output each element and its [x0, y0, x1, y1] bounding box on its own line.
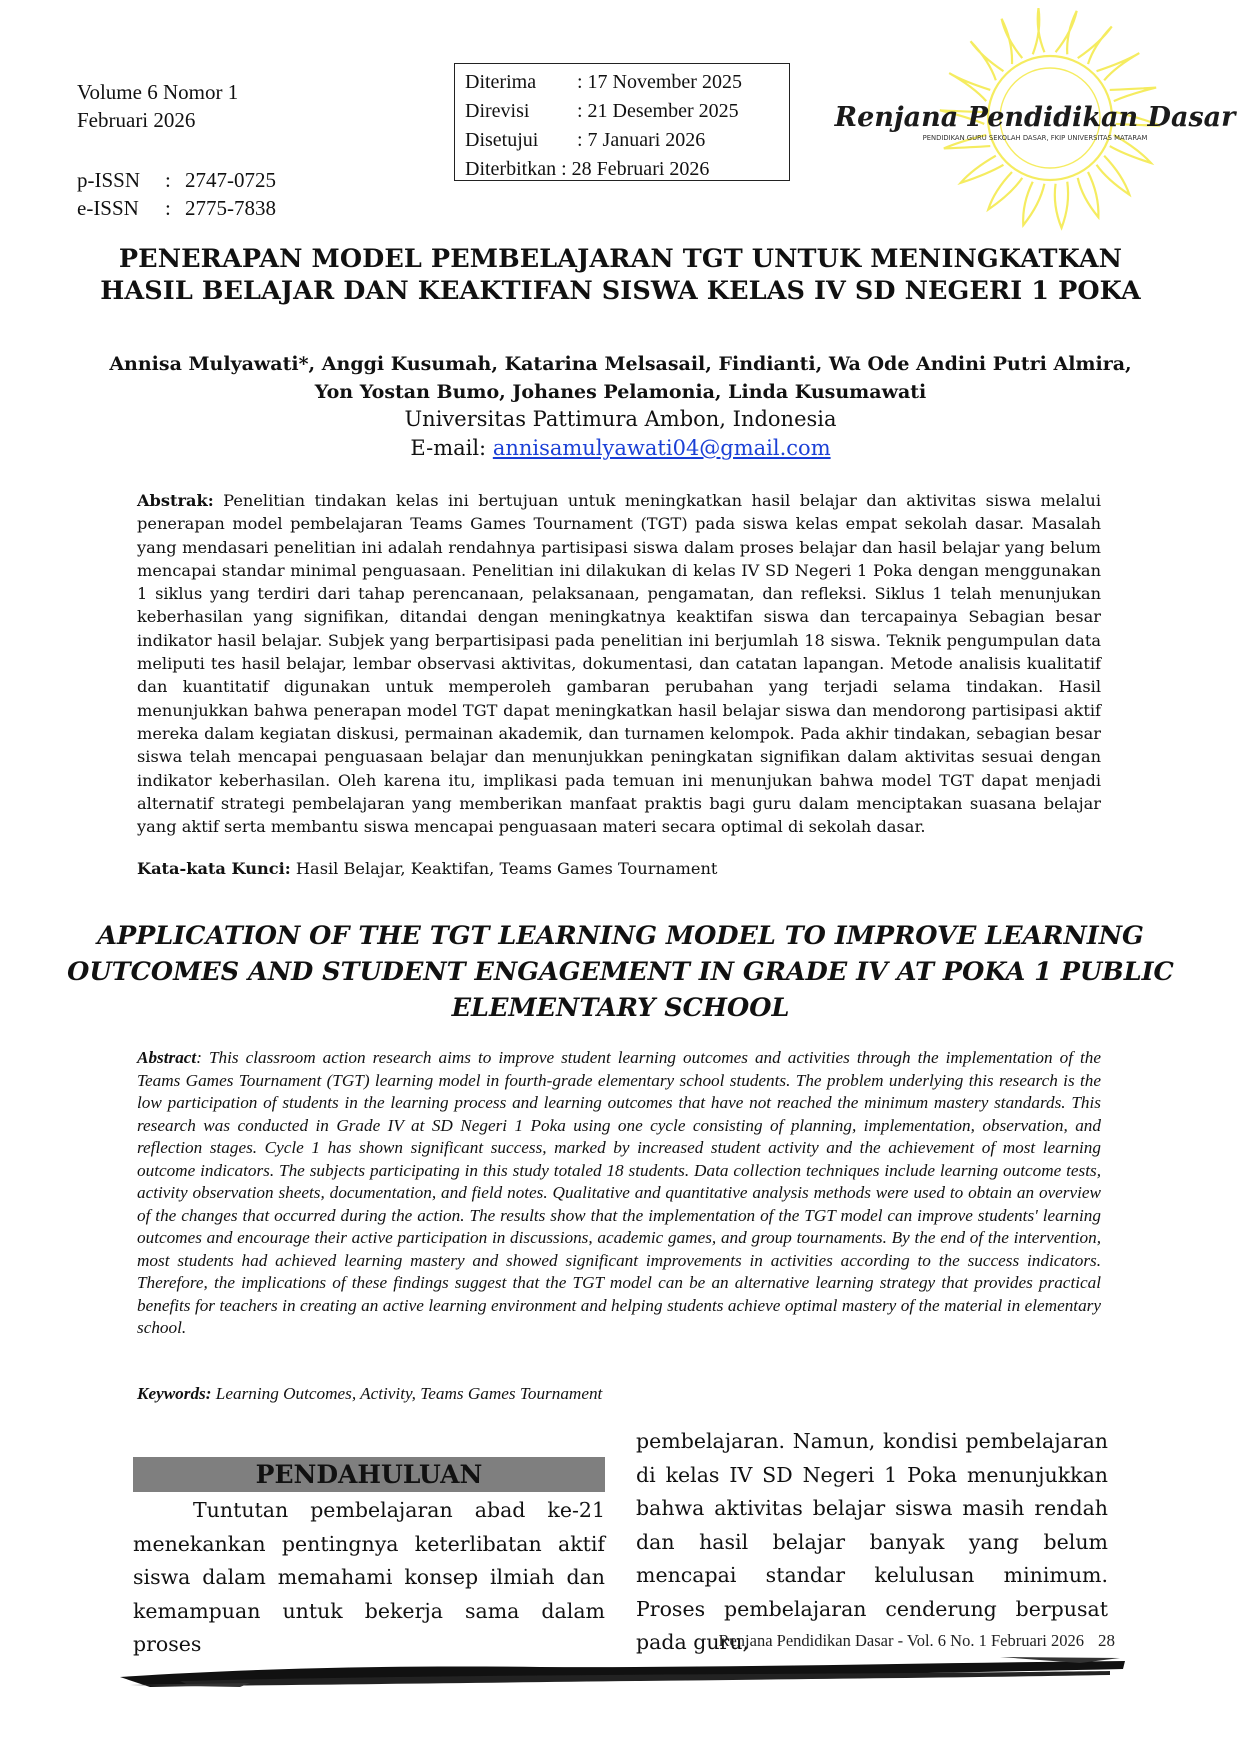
sun-ray — [1002, 19, 1023, 64]
abstract-label-id: Abstrak: — [137, 491, 214, 510]
journal-logo — [834, 6, 1236, 231]
page-footer — [718, 1630, 1115, 1652]
section-heading-introduction: PENDAHULUAN — [133, 1457, 605, 1492]
sun-ray — [1056, 11, 1077, 54]
sun-ray — [1023, 182, 1044, 225]
article-title-id: PENERAPAN MODEL PEMBELAJARAN TGT UNTUK MENINGKATKAN HASIL BELAJAR DAN KEAKTIFAN SISWA KELAS IV SD NEGERI 1 POKA — [100, 244, 1141, 306]
date-published: Diterbitkan : 28 Februari 2026 — [465, 158, 710, 180]
issue-month: Februari 2026 — [77, 108, 196, 132]
date-received: Diterima : 17 November 2025 — [465, 71, 742, 93]
abstract-english — [137, 1047, 1101, 1340]
logo-title: Renjana Pendidikan Dasar — [834, 102, 1236, 133]
sun-ray — [949, 73, 990, 101]
publication-dates-box — [454, 63, 790, 181]
issn-electronic: e-ISSN : 2775-7838 — [77, 196, 276, 220]
article-title-en: APPLICATION OF THE TGT LEARNING MODEL TO IMPROVE LEARNING OUTCOMES AND STUDENT ENGAGEMENT IN GRADE IV AT POKA 1 PUBLIC ELEMENTARY SCHOOL — [67, 921, 1174, 1023]
affiliation: Universitas Pattimura Ambon, Indonesia — [404, 407, 837, 431]
volume-info — [77, 78, 238, 134]
date-revised: Direvisi : 21 Desember 2025 — [465, 100, 739, 122]
date-accepted: Disetujui : 7 Januari 2026 — [465, 129, 706, 151]
sun-ray — [1097, 53, 1140, 80]
footer-journal: Renjana Pendidikan Dasar - Vol. 6 No. 1 Februari 2026 — [718, 1631, 1084, 1650]
sun-ray — [971, 41, 1004, 80]
abstract-text-en: : This classroom action research aims to improve student learning outcomes and activities through the implementation of the Teams Games Tournament (TGT) learning model in fourth-grade elementary school students. The problem underlying this research is the low participation of students in the learning process and learning outcomes that have not reached the minimum mastery standards. This research was conducted in Grade IV at SD Negeri 1 Poka using one cycle consisting of planning, implementation, observation, and reflection stages. Cycle 1 has shown significant success, marked by increased student activity and the achievement of most learning outcome indicators. The subjects participating in this study totaled 18 students. Data collection techniques include learning outcome tests, activity observation sheets, documentation, and field notes. Qualitative and quantitative analysis methods were used to obtain an overview of the changes that occurred during the action. The results show that the implementation of the TGT model can improve students' learning outcomes and encourage their active participation in discussions, academic games, and group tournaments. By the end of the intervention, most students had achieved learning mastery and showed significant improvements in activities according to the success indicators. Therefore, the implications of these findings suggest that the TGT model can be an alternative learning strategy that provides practical benefits for teachers in creating an active learning environment and helping students achieve optimal mastery of the material in elementary school. — [137, 1048, 1101, 1337]
issn-block — [77, 166, 276, 222]
issn-print: p-ISSN : 2747-0725 — [77, 168, 276, 192]
abstract-text-id: Penelitian tindakan kelas ini bertujuan untuk meningkatkan hasil belajar dan aktivitas siswa melalui penerapan model pembelajaran Teams Games Tournament (TGT) pada siswa kelas empat sekolah dasar. Masalah yang mendasari penelitian ini adalah rendahnya partisipasi siswa dalam proses belajar dan hasil belajar yang belum mencapai standar minimal penguasaan. Penelitian ini dilakukan di kelas IV SD Negeri 1 Poka dengan menggunakan 1 siklus yang terdiri dari tahap perencanaan, pelaksanaan, pengamatan, dan refleksi. Siklus 1 telah menunjukan keberhasilan yang signifikan, ditandai dengan meningkatnya keaktifan siswa dan tercapainya Sebagian besar indikator hasil belajar. Subjek yang berpartisipasi pada penelitian ini berjumlah 18 siswa. Teknik pengumpulan data meliputi tes hasil belajar, lembar observasi aktivitas, dokumentasi, dan catatan lapangan. Metode analisis kualitatif dan kuantitatif digunakan untuk memperoleh gambaran perubahan yang terjadi selama tindakan. Hasil menunjukkan bahwa penerapan model TGT dapat meningkatkan hasil belajar siswa dan mendorong partisipasi aktif mereka dalam kegiatan diskusi, permainan akademik, dan turnamen kelompok. Pada akhir tindakan, sebagian besar siswa telah mencapai penguasaan belajar dan menunjukkan peningkatan signifikan dalam aktivitas sesuai dengan indikator keberhasilan. Oleh karena itu, implikasi pada temuan ini menunjukan bahwa model TGT dapat menjadi alternatif strategi pembelajaran yang memberikan manfaat praktis bagi guru dalam menciptakan suasana belajar yang aktif serta membantu siswa mencapai penguasaan materi secara optimal di sekolah dasar. — [137, 491, 1101, 837]
logo-tagline: PENDIDIKAN GURU SEKOLAH DASAR, FKIP UNIVERSITAS MATARAM — [922, 134, 1148, 142]
sun-ray — [1097, 156, 1130, 195]
sun-ray — [988, 172, 1022, 210]
volume-number: Volume 6 Nomor 1 — [77, 80, 239, 104]
keywords-indonesian: Kata-kata Kunci: Hasil Belajar, Keaktifan, Teams Games Tournament — [137, 859, 718, 878]
author-email-link[interactable]: annisamulyawati04@gmail.com — [492, 436, 831, 460]
keywords-english: Keywords: Learning Outcomes, Activity, Teams Games Tournament — [137, 1384, 603, 1403]
sun-ray — [1110, 88, 1156, 102]
sun-ray — [1078, 26, 1112, 64]
intro-right-column: pembelajaran. Namun, kondisi pembelajaran di kelas IV SD Negeri 1 Poka menunjukkan bahwa aktivitas belajar siswa masih rendah dan hasil belajar banyak yang belum mencapai standar kelulusan minimum. Proses pembelajaran cenderung berpusat pada guru, — [636, 1429, 1108, 1654]
sun-ray — [1055, 182, 1068, 228]
intro-left-column: Tuntutan pembelajaran abad ke-21 menekankan pentingnya keterlibatan aktif siswa dalam memahami konsep ilmiah dan kemampuan untuk bekerja sama dalam proses — [133, 1498, 605, 1656]
footer-brush-stroke — [120, 1655, 1125, 1691]
abstract-indonesian — [137, 489, 1101, 838]
page-number: 28 — [1098, 1631, 1115, 1650]
abstract-label-en: Abstract — [137, 1048, 197, 1067]
sun-ray — [1033, 8, 1045, 54]
author-list: Annisa Mulyawati*, Anggi Kusumah, Katarina Melsasail, Findianti, Wa Ode Andini Putri Almira, Yon Yostan Bumo, Johanes Pelamonia, Linda Kusumawati — [109, 353, 1132, 403]
sun-ray — [1078, 172, 1099, 217]
sun-ray — [961, 156, 1004, 183]
email-line: E-mail: annisamulyawati04@gmail.com — [410, 436, 831, 460]
